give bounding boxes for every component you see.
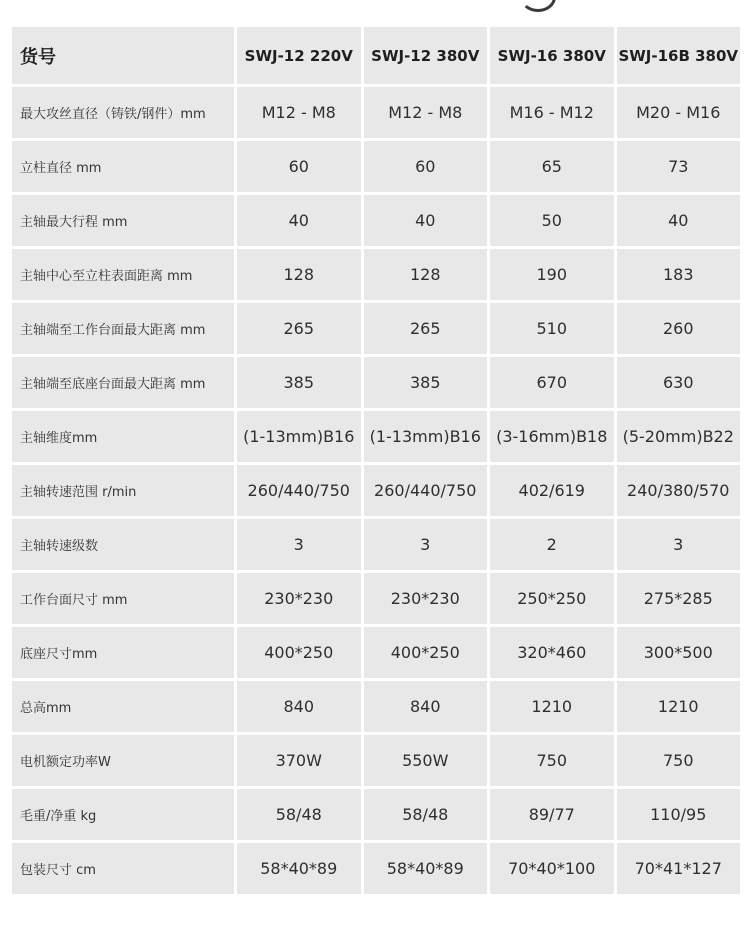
cell-value: M12 - M8 (234, 87, 361, 138)
table-row (12, 681, 740, 732)
header-model-3: SWJ-16 380V (487, 27, 614, 84)
cell-value: 370W (234, 735, 361, 786)
cell-value: 190 (487, 249, 614, 300)
cell-value: 275*285 (614, 573, 741, 624)
cell-value: 40 (234, 195, 361, 246)
cell-value: 385 (234, 357, 361, 408)
cell-value: 510 (487, 303, 614, 354)
cell-value: 2 (487, 519, 614, 570)
cell-value: 110/95 (614, 789, 741, 840)
cell-value: 385 (361, 357, 488, 408)
spec-table (12, 24, 740, 897)
cell-value: 3 (234, 519, 361, 570)
cell-value: 250*250 (487, 573, 614, 624)
cell-value: (5-20mm)B22 (614, 411, 741, 462)
table-row (12, 789, 740, 840)
table-row (12, 627, 740, 678)
table-row (12, 573, 740, 624)
cell-value: 58/48 (361, 789, 488, 840)
cell-value: 750 (487, 735, 614, 786)
cell-value: 128 (234, 249, 361, 300)
cell-value: M16 - M12 (487, 87, 614, 138)
table-row (12, 87, 740, 138)
cell-value: 750 (614, 735, 741, 786)
cell-value: 230*230 (234, 573, 361, 624)
table-row (12, 303, 740, 354)
cell-value: 670 (487, 357, 614, 408)
cell-value: 70*40*100 (487, 843, 614, 894)
cell-value: 58*40*89 (361, 843, 488, 894)
table-row (12, 141, 740, 192)
cell-value: 240/380/570 (614, 465, 741, 516)
cell-value: (1-13mm)B16 (234, 411, 361, 462)
table-row (12, 249, 740, 300)
cell-value: 40 (614, 195, 741, 246)
cropped-glyph-fragment (520, 0, 556, 12)
cell-value: (3-16mm)B18 (487, 411, 614, 462)
header-model-2: SWJ-12 380V (361, 27, 488, 84)
row-label: 主轴最大行程 mm (12, 195, 234, 246)
cell-value: 3 (614, 519, 741, 570)
cell-value: 60 (234, 141, 361, 192)
row-label: 电机额定功率W (12, 735, 234, 786)
cell-value: 260 (614, 303, 741, 354)
cell-value: 230*230 (361, 573, 488, 624)
cell-value: 183 (614, 249, 741, 300)
cell-value: 128 (361, 249, 488, 300)
row-label: 主轴维度mm (12, 411, 234, 462)
row-label: 包装尺寸 cm (12, 843, 234, 894)
cell-value: 300*500 (614, 627, 741, 678)
row-label: 主轴转速范围 r/min (12, 465, 234, 516)
table-row (12, 465, 740, 516)
cell-value: (1-13mm)B16 (361, 411, 488, 462)
cell-value: 1210 (614, 681, 741, 732)
header-item-number: 货号 (12, 27, 234, 84)
header-model-1: SWJ-12 220V (234, 27, 361, 84)
cell-value: 1210 (487, 681, 614, 732)
row-label: 主轴中心至立柱表面距离 mm (12, 249, 234, 300)
cell-value: M20 - M16 (614, 87, 741, 138)
row-label: 最大攻丝直径（铸铁/钢件）mm (12, 87, 234, 138)
cell-value: 65 (487, 141, 614, 192)
row-label: 主轴端至工作台面最大距离 mm (12, 303, 234, 354)
cell-value: 630 (614, 357, 741, 408)
row-label: 立柱直径 mm (12, 141, 234, 192)
table-row (12, 411, 740, 462)
cell-value: 320*460 (487, 627, 614, 678)
cell-value: 260/440/750 (361, 465, 488, 516)
cell-value: 260/440/750 (234, 465, 361, 516)
row-label: 工作台面尺寸 mm (12, 573, 234, 624)
cell-value: 3 (361, 519, 488, 570)
table-row (12, 357, 740, 408)
cell-value: 265 (234, 303, 361, 354)
header-row (12, 27, 740, 84)
cell-value: 840 (361, 681, 488, 732)
cell-value: 840 (234, 681, 361, 732)
cell-value: 550W (361, 735, 488, 786)
cell-value: 50 (487, 195, 614, 246)
cell-value: 40 (361, 195, 488, 246)
cell-value: 402/619 (487, 465, 614, 516)
table-row (12, 735, 740, 786)
cell-value: 60 (361, 141, 488, 192)
cell-value: 400*250 (234, 627, 361, 678)
cell-value: 58*40*89 (234, 843, 361, 894)
cell-value: 400*250 (361, 627, 488, 678)
cell-value: 89/77 (487, 789, 614, 840)
table-row (12, 843, 740, 894)
row-label: 底座尺寸mm (12, 627, 234, 678)
table-row (12, 195, 740, 246)
header-model-4: SWJ-16B 380V (614, 27, 741, 84)
cell-value: 58/48 (234, 789, 361, 840)
row-label: 毛重/净重 kg (12, 789, 234, 840)
row-label: 主轴转速级数 (12, 519, 234, 570)
cell-value: 73 (614, 141, 741, 192)
cell-value: M12 - M8 (361, 87, 488, 138)
row-label: 总高mm (12, 681, 234, 732)
cell-value: 70*41*127 (614, 843, 741, 894)
row-label: 主轴端至底座台面最大距离 mm (12, 357, 234, 408)
table-row (12, 519, 740, 570)
cell-value: 265 (361, 303, 488, 354)
